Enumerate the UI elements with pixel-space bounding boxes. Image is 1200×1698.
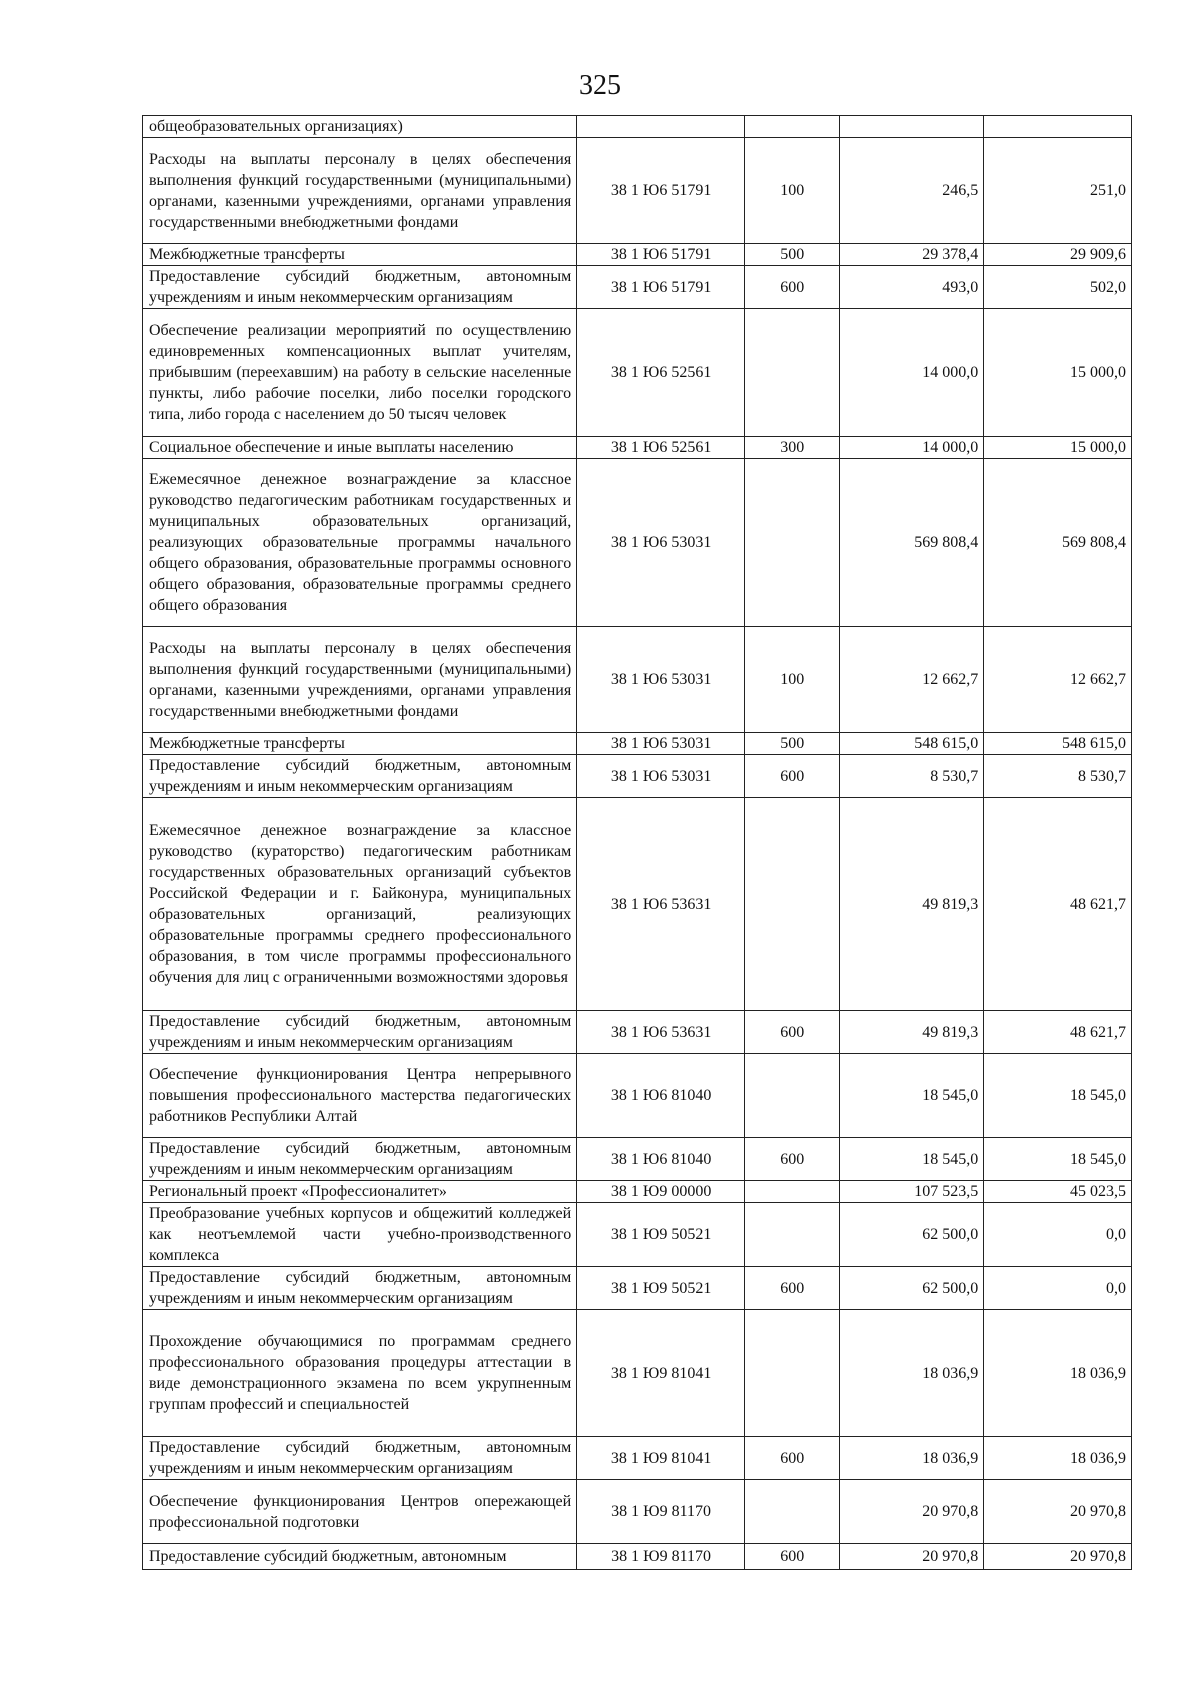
row-amount-year2: 45 023,5: [984, 1181, 1132, 1203]
row-expense-type: [745, 459, 839, 627]
row-amount-year1: 29 378,4: [839, 244, 984, 266]
row-amount-year1: 62 500,0: [839, 1203, 984, 1267]
row-description: Обеспечение функционирования Центров опережающей профессиональной подготовки: [143, 1480, 577, 1544]
row-amount-year1: 8 530,7: [839, 755, 984, 798]
row-description: общеобразовательных организациях): [143, 116, 577, 138]
row-amount-year1: 49 819,3: [839, 798, 984, 1011]
row-expense-type: 600: [745, 1011, 839, 1054]
budget-table-body: [143, 116, 1132, 1570]
table-row: [143, 733, 1132, 755]
row-target-code: 38 1 Ю9 81170: [577, 1480, 745, 1544]
row-amount-year1: 20 970,8: [839, 1480, 984, 1544]
row-expense-type: 500: [745, 733, 839, 755]
row-expense-type: 600: [745, 266, 839, 309]
row-target-code: 38 1 Ю6 53031: [577, 733, 745, 755]
row-amount-year2: 502,0: [984, 266, 1132, 309]
table-row: [143, 1203, 1132, 1267]
row-amount-year2: 48 621,7: [984, 798, 1132, 1011]
row-amount-year2: 548 615,0: [984, 733, 1132, 755]
row-amount-year1: 18 036,9: [839, 1437, 984, 1480]
row-expense-type: [745, 1203, 839, 1267]
row-expense-type: [745, 1181, 839, 1203]
row-target-code: 38 1 Ю9 81041: [577, 1310, 745, 1437]
row-expense-type: 600: [745, 1267, 839, 1310]
row-amount-year1: 62 500,0: [839, 1267, 984, 1310]
row-description: Предоставление субсидий бюджетным, автономным: [143, 1544, 577, 1570]
row-expense-type: [745, 116, 839, 138]
table-row: [143, 1437, 1132, 1480]
row-target-code: 38 1 Ю9 81041: [577, 1437, 745, 1480]
table-row: [143, 1267, 1132, 1310]
table-row: [143, 1138, 1132, 1181]
row-description: Предоставление субсидий бюджетным, автономным учреждениям и иным некоммерческим организациям: [143, 1138, 577, 1181]
row-amount-year1: 18 545,0: [839, 1054, 984, 1138]
row-expense-type: 500: [745, 244, 839, 266]
row-description: Расходы на выплаты персоналу в целях обеспечения выполнения функций государственными (муниципальными) органами, казенными учреждениями, органами управления государственными внебюджетными фондами: [143, 138, 577, 244]
table-row: [143, 138, 1132, 244]
row-expense-type: 600: [745, 755, 839, 798]
row-amount-year2: [984, 116, 1132, 138]
page-number: 325: [579, 70, 621, 101]
table-row: [143, 309, 1132, 437]
table-row: [143, 437, 1132, 459]
row-description: Предоставление субсидий бюджетным, автономным учреждениям и иным некоммерческим организациям: [143, 1267, 577, 1310]
row-amount-year1: 12 662,7: [839, 627, 984, 733]
row-amount-year2: 18 036,9: [984, 1310, 1132, 1437]
row-amount-year1: 14 000,0: [839, 309, 984, 437]
row-amount-year1: 14 000,0: [839, 437, 984, 459]
table-row: [143, 1480, 1132, 1544]
row-description: Предоставление субсидий бюджетным, автономным учреждениям и иным некоммерческим организациям: [143, 1437, 577, 1480]
row-amount-year2: 18 545,0: [984, 1054, 1132, 1138]
row-description: Преобразование учебных корпусов и общежитий колледжей как неотъемлемой части учебно-производственного комплекса: [143, 1203, 577, 1267]
table-row: [143, 1054, 1132, 1138]
row-expense-type: 600: [745, 1544, 839, 1570]
row-expense-type: 100: [745, 627, 839, 733]
row-amount-year2: 569 808,4: [984, 459, 1132, 627]
row-expense-type: 100: [745, 138, 839, 244]
row-amount-year2: 20 970,8: [984, 1544, 1132, 1570]
table-row: [143, 266, 1132, 309]
table-row: [143, 459, 1132, 627]
table-row: [143, 244, 1132, 266]
row-amount-year2: 8 530,7: [984, 755, 1132, 798]
row-expense-type: [745, 1054, 839, 1138]
table-row: [143, 627, 1132, 733]
row-amount-year1: 18 545,0: [839, 1138, 984, 1181]
row-expense-type: [745, 798, 839, 1011]
row-amount-year2: 15 000,0: [984, 437, 1132, 459]
row-description: Обеспечение реализации мероприятий по осуществлению единовременных компенсационных выплат учителям, прибывшим (переехавшим) на работу в сельские населенные пункты, либо рабочие поселки, либо поселки городского типа, либо города с населением до 50 тысяч человек: [143, 309, 577, 437]
row-amount-year1: 569 808,4: [839, 459, 984, 627]
table-row: [143, 1544, 1132, 1570]
row-amount-year2: 29 909,6: [984, 244, 1132, 266]
row-description: Ежемесячное денежное вознаграждение за классное руководство (кураторство) педагогическим работникам государственных образовательных организаций субъектов Российской Федерации и г. Байконура, муниципальных образовательных организаций, реализующих образовательные программы среднего профессионального образования, в том числе программы профессионального обучения для лиц с ограниченными возможностями здоровья: [143, 798, 577, 1011]
row-expense-type: [745, 1310, 839, 1437]
table-row: [143, 1181, 1132, 1203]
row-amount-year2: 0,0: [984, 1203, 1132, 1267]
budget-table: [142, 115, 1132, 1570]
row-target-code: 38 1 Ю6 51791: [577, 266, 745, 309]
row-target-code: 38 1 Ю9 50521: [577, 1267, 745, 1310]
row-target-code: 38 1 Ю6 81040: [577, 1054, 745, 1138]
row-description: Предоставление субсидий бюджетным, автономным учреждениям и иным некоммерческим организациям: [143, 266, 577, 309]
row-target-code: 38 1 Ю6 51791: [577, 138, 745, 244]
row-target-code: [577, 116, 745, 138]
row-amount-year1: 246,5: [839, 138, 984, 244]
row-target-code: 38 1 Ю6 53631: [577, 1011, 745, 1054]
row-description: Предоставление субсидий бюджетным, автономным учреждениям и иным некоммерческим организациям: [143, 755, 577, 798]
row-target-code: 38 1 Ю9 50521: [577, 1203, 745, 1267]
table-row: [143, 116, 1132, 138]
table-row: [143, 798, 1132, 1011]
row-target-code: 38 1 Ю6 81040: [577, 1138, 745, 1181]
row-description: Обеспечение функционирования Центра непрерывного повышения профессионального мастерства педагогических работников Республики Алтай: [143, 1054, 577, 1138]
table-row: [143, 1310, 1132, 1437]
row-description: Предоставление субсидий бюджетным, автономным учреждениям и иным некоммерческим организациям: [143, 1011, 577, 1054]
row-amount-year1: 18 036,9: [839, 1310, 984, 1437]
row-amount-year1: [839, 116, 984, 138]
row-expense-type: [745, 309, 839, 437]
row-description: Социальное обеспечение и иные выплаты населению: [143, 437, 577, 459]
row-amount-year1: 20 970,8: [839, 1544, 984, 1570]
row-target-code: 38 1 Ю6 53031: [577, 459, 745, 627]
row-target-code: 38 1 Ю6 52561: [577, 309, 745, 437]
row-expense-type: 600: [745, 1437, 839, 1480]
row-target-code: 38 1 Ю6 52561: [577, 437, 745, 459]
row-description: Прохождение обучающимися по программам среднего профессионального образования процедуры аттестации в виде демонстрационного экзамена по всем укрупненным группам профессий и специальностей: [143, 1310, 577, 1437]
row-description: Региональный проект «Профессионалитет»: [143, 1181, 577, 1203]
row-amount-year2: 48 621,7: [984, 1011, 1132, 1054]
row-amount-year1: 49 819,3: [839, 1011, 984, 1054]
row-target-code: 38 1 Ю6 53631: [577, 798, 745, 1011]
row-description: Межбюджетные трансферты: [143, 733, 577, 755]
row-amount-year2: 20 970,8: [984, 1480, 1132, 1544]
row-target-code: 38 1 Ю9 00000: [577, 1181, 745, 1203]
row-amount-year2: 251,0: [984, 138, 1132, 244]
row-amount-year1: 548 615,0: [839, 733, 984, 755]
row-description: Ежемесячное денежное вознаграждение за классное руководство педагогическим работникам государственных и муниципальных образовательных организаций, реализующих образовательные программы начального общего образования, образовательные программы основного общего образования, образовательные программы среднего общего образования: [143, 459, 577, 627]
row-amount-year2: 18 545,0: [984, 1138, 1132, 1181]
row-amount-year2: 0,0: [984, 1267, 1132, 1310]
row-target-code: 38 1 Ю6 51791: [577, 244, 745, 266]
row-amount-year2: 15 000,0: [984, 309, 1132, 437]
row-expense-type: 600: [745, 1138, 839, 1181]
row-amount-year1: 493,0: [839, 266, 984, 309]
row-description: Межбюджетные трансферты: [143, 244, 577, 266]
row-amount-year2: 18 036,9: [984, 1437, 1132, 1480]
row-description: Расходы на выплаты персоналу в целях обеспечения выполнения функций государственными (муниципальными) органами, казенными учреждениями, органами управления государственными внебюджетными фондами: [143, 627, 577, 733]
row-target-code: 38 1 Ю6 53031: [577, 627, 745, 733]
row-amount-year2: 12 662,7: [984, 627, 1132, 733]
table-row: [143, 755, 1132, 798]
row-amount-year1: 107 523,5: [839, 1181, 984, 1203]
table-row: [143, 1011, 1132, 1054]
row-expense-type: [745, 1480, 839, 1544]
row-target-code: 38 1 Ю6 53031: [577, 755, 745, 798]
row-expense-type: 300: [745, 437, 839, 459]
row-target-code: 38 1 Ю9 81170: [577, 1544, 745, 1570]
